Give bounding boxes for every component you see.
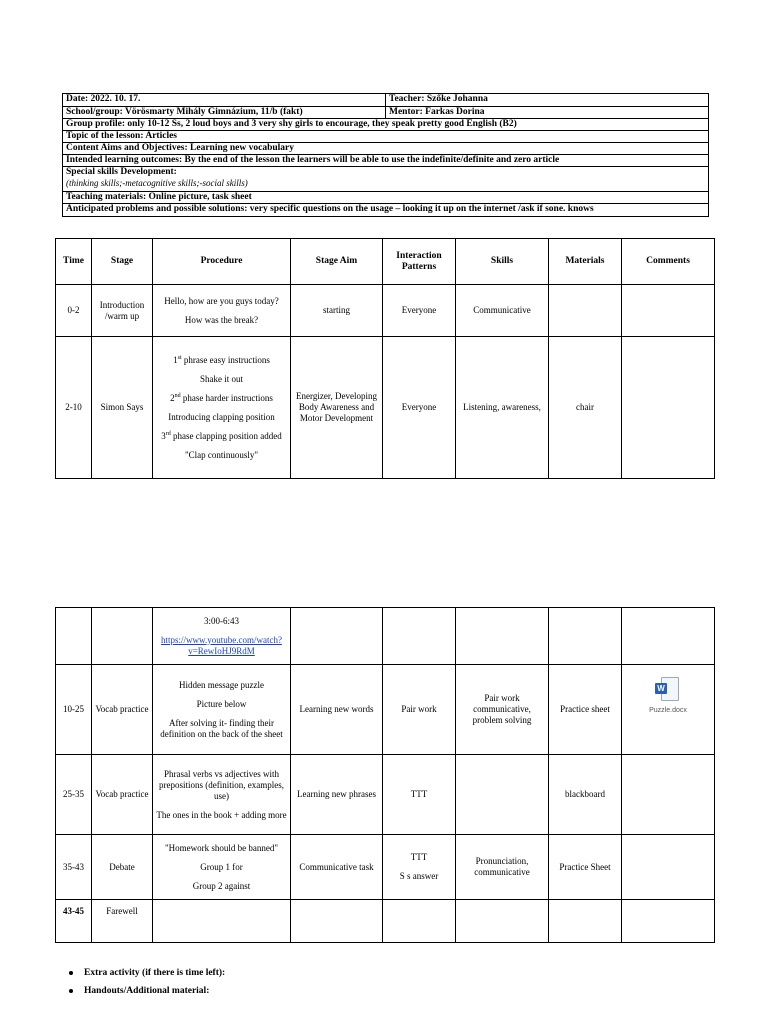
attachment-filename: Puzzle.docx	[649, 707, 687, 714]
stage-aim-cell	[291, 608, 383, 665]
procedure-line: 3rd phase clapping position added	[161, 430, 282, 441]
procedure-cell	[153, 835, 291, 900]
comments-cell	[622, 900, 715, 943]
word-document-attachment[interactable]	[625, 684, 711, 716]
interaction-line: S s answer	[399, 871, 439, 881]
stage-aim-cell: starting	[291, 285, 383, 337]
header-stage: Stage	[92, 239, 153, 285]
stage-cell: Debate	[92, 835, 153, 900]
bullet-list	[66, 964, 225, 1000]
comments-cell	[622, 665, 715, 755]
procedure-line: "Clap continuously"	[184, 449, 259, 460]
stage-aim-cell: Communicative task	[291, 835, 383, 900]
comments-cell	[622, 835, 715, 900]
procedure-cell	[153, 285, 291, 337]
stage-cell: Farewell	[92, 900, 153, 943]
special-skills-detail: (thinking skills;-metacognitive skills;-social skills)	[66, 178, 248, 188]
time-cell: 35-43	[56, 835, 92, 900]
table-row	[56, 755, 715, 835]
procedure-line: Shake it out	[200, 373, 243, 384]
content-aims-cell: Content Aims and Objectives: Learning new vocabulary	[63, 143, 709, 155]
stage-cell	[92, 608, 153, 665]
lesson-plan-table	[55, 238, 715, 479]
procedure-cell	[153, 337, 291, 479]
lesson-plan-table-continued	[55, 607, 715, 943]
stage-aim-cell	[291, 900, 383, 943]
stage-cell: Simon Says	[92, 337, 153, 479]
anticipated-problems-cell: Anticipated problems and possible solutions: very specific questions on the usage – looking it up on the internet /ask if sone. knows	[63, 204, 709, 217]
date-cell: Date: 2022. 10. 17.	[63, 94, 386, 107]
table-row	[56, 337, 715, 479]
table-row	[56, 285, 715, 337]
stage-cell: Introduction /warm up	[92, 285, 153, 337]
table-row	[56, 608, 715, 665]
procedure-line: After solving it- finding their definition on the back of the sheet	[160, 717, 283, 739]
procedure-line: Group 1 for	[200, 861, 243, 872]
table-row	[56, 900, 715, 943]
comments-cell	[622, 608, 715, 665]
header-time: Time	[56, 239, 92, 285]
skills-cell: Listening, awareness,	[456, 337, 549, 479]
time-cell	[56, 608, 92, 665]
interaction-cell: Pair work	[383, 665, 456, 755]
procedure-line: "Homework should be banned"	[164, 842, 279, 853]
table-row	[56, 665, 715, 755]
procedure-line: Picture below	[196, 698, 247, 709]
special-skills-cell	[63, 167, 709, 192]
procedure-line: Phrasal verbs vs adjectives with prepositions (definition, examples, use)	[159, 768, 284, 801]
stage-aim-cell: Learning new words	[291, 665, 383, 755]
table-row	[56, 835, 715, 900]
procedure-cell	[153, 665, 291, 755]
mentor-cell: Mentor: Farkas Dorina	[386, 107, 709, 119]
stage-aim-cell: Energizer, Developing Body Awareness and Motor Development	[291, 337, 383, 479]
youtube-link[interactable]: https://www.youtube.com/watch?v=RewIoHJ9RdM	[161, 634, 282, 656]
skills-cell	[456, 608, 549, 665]
interaction-cell: Everyone	[383, 285, 456, 337]
teacher-cell: Teacher: Szőke Johanna	[386, 94, 709, 107]
bullet-icon	[69, 971, 73, 975]
comments-cell	[622, 755, 715, 835]
learning-outcomes-cell: Intended learning outcomes: By the end of the lesson the learners will be able to use the indefinite/definite and zero article	[63, 155, 709, 167]
interaction-cell	[383, 835, 456, 900]
skills-cell: Pronunciation, communicative	[456, 835, 549, 900]
header-procedure: Procedure	[153, 239, 291, 285]
procedure-line: Introducing clapping position	[168, 411, 275, 422]
procedure-cell	[153, 900, 291, 943]
materials-cell: Practice sheet	[549, 665, 622, 755]
procedure-line: 2nd phase harder instructions	[170, 392, 273, 403]
lesson-info-table	[62, 93, 709, 217]
group-profile-cell: Group profile: only 10-12 Ss, 2 loud boys and 3 very shy girls to encourage, they speak pretty good English (B2)	[63, 119, 709, 131]
interaction-cell	[383, 608, 456, 665]
skills-cell	[456, 755, 549, 835]
procedure-line: How was the break?	[184, 314, 259, 325]
special-skills-label: Special skills Development:	[66, 167, 177, 177]
materials-cell: Practice Sheet	[549, 835, 622, 900]
skills-cell: Pair work communicative, problem solving	[456, 665, 549, 755]
materials-cell	[549, 285, 622, 337]
word-file-icon: W	[655, 677, 681, 701]
header-stage-aim: Stage Aim	[291, 239, 383, 285]
header-skills: Skills	[456, 239, 549, 285]
procedure-line: Hidden message puzzle	[179, 679, 264, 690]
stage-cell: Vocab practice	[92, 755, 153, 835]
interaction-cell: Everyone	[383, 337, 456, 479]
skills-cell	[456, 900, 549, 943]
list-item: Handouts/Additional material:	[66, 982, 225, 1000]
bullet-icon	[69, 989, 73, 993]
interaction-cell	[383, 900, 456, 943]
materials-cell: blackboard	[549, 755, 622, 835]
procedure-cell	[153, 608, 291, 665]
materials-cell	[549, 900, 622, 943]
header-comments: Comments	[622, 239, 715, 285]
time-cell: 0-2	[56, 285, 92, 337]
materials-cell	[549, 608, 622, 665]
list-item: Extra activity (if there is time left):	[66, 964, 225, 982]
materials-cell: chair	[549, 337, 622, 479]
header-interaction: Interaction Patterns	[383, 239, 456, 285]
topic-cell: Topic of the lesson: Articles	[63, 131, 709, 143]
time-cell: 25-35	[56, 755, 92, 835]
stage-aim-cell: Learning new phrases	[291, 755, 383, 835]
table-header-row	[56, 239, 715, 285]
interaction-cell: TTT	[383, 755, 456, 835]
procedure-line: The ones in the book + adding more	[156, 809, 287, 820]
stage-cell: Vocab practice	[92, 665, 153, 755]
skills-cell: Communicative	[456, 285, 549, 337]
time-cell: 43-45	[56, 900, 92, 943]
interaction-line: TTT	[410, 852, 428, 862]
procedure-line: 3:00-6:43	[204, 615, 239, 626]
time-cell: 2-10	[56, 337, 92, 479]
time-cell: 10-25	[56, 665, 92, 755]
procedure-cell	[153, 755, 291, 835]
header-materials: Materials	[549, 239, 622, 285]
comments-cell	[622, 285, 715, 337]
procedure-line: 1st phrase easy instructions	[173, 354, 270, 365]
teaching-materials-cell: Teaching materials: Online picture, task sheet	[63, 192, 709, 204]
procedure-line: Group 2 against	[192, 880, 251, 891]
comments-cell	[622, 337, 715, 479]
school-cell: School/group: Vörösmarty Mihály Gimnázium, 11/b (fakt)	[63, 107, 386, 119]
procedure-line: Hello, how are you guys today?	[164, 295, 279, 306]
